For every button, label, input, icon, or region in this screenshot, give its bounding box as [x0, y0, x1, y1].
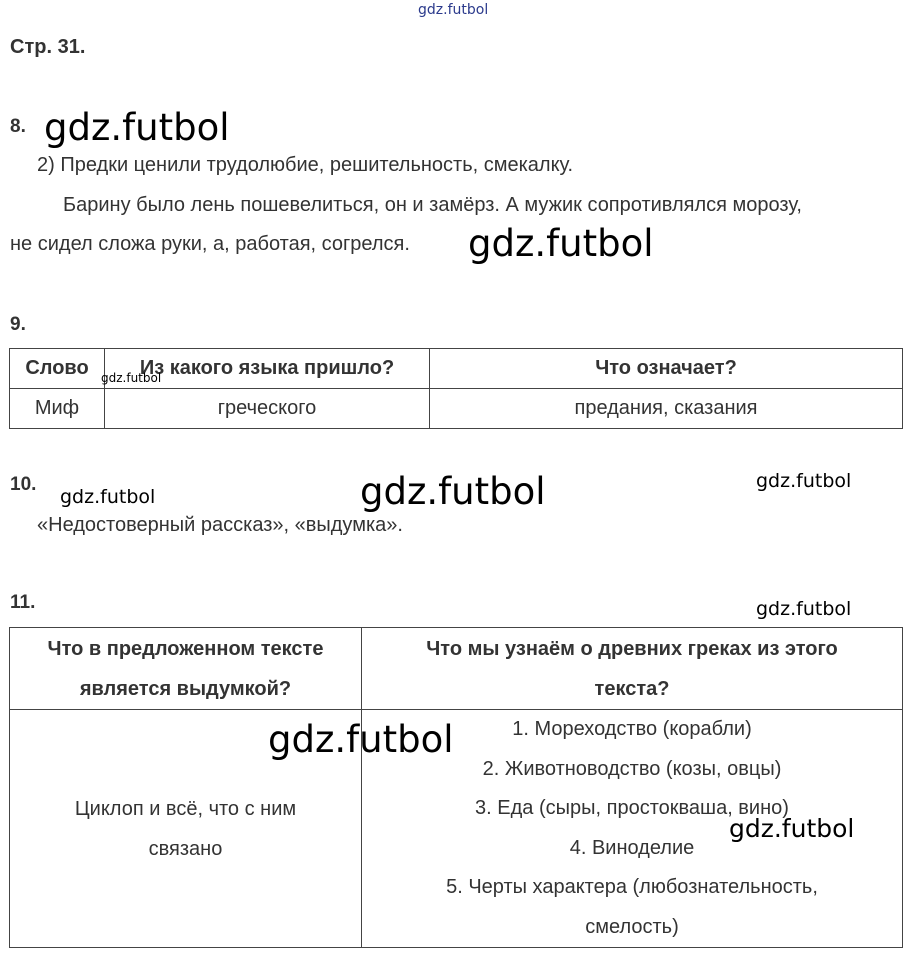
task11-fiction-line2: связано	[148, 837, 223, 860]
task9-table	[9, 348, 903, 429]
watermark-top: gdz.futbol	[418, 2, 489, 18]
task11-fact-5-cont: смелость)	[585, 915, 679, 938]
task9-number: 9.	[10, 314, 26, 335]
task8-line2: Барину было лень пошевелиться, он и замёрз. А мужик сопротивлялся морозу,	[63, 194, 802, 216]
task9-header-meaning: Что означает?	[430, 349, 903, 389]
task9-cell-meaning: предания, сказания	[430, 389, 903, 429]
task11-header-right-line2: текста?	[594, 677, 670, 700]
task11-fact-3: 3. Еда (сыры, простокваша, вино)	[475, 797, 789, 819]
watermark-table11-center: gdz.futbol	[268, 718, 454, 761]
task9-header-word: Слово	[10, 349, 105, 389]
task11-header-right	[362, 628, 903, 710]
task11-fact-5: 5. Черты характера (любознательность,	[446, 876, 818, 898]
watermark-task10-left: gdz.futbol	[60, 486, 156, 508]
task10-text: «Недостоверный рассказ», «выдумка».	[37, 514, 403, 536]
task8-line1: 2) Предки ценили трудолюбие, решительность, смекалку.	[37, 154, 574, 176]
page-title: Стр. 31.	[10, 36, 86, 58]
task11-header-left-line1: Что в предложенном тексте	[47, 637, 324, 660]
task11-fact-1: 1. Мореходство (корабли)	[512, 718, 752, 740]
task9-header-language: Из какого языка пришло?	[105, 349, 430, 389]
task11-header-right-line1: Что мы узнаём о древних греках из этого	[426, 637, 838, 660]
watermark-table9: gdz.futbol	[101, 371, 162, 385]
task11-header-left	[10, 628, 362, 710]
watermark-task8: gdz.futbol	[44, 106, 230, 149]
task8-number: 8.	[10, 116, 26, 137]
task11-fact-4: 4. Виноделие	[569, 836, 695, 859]
task8-line3: не сидел сложа руки, а, работая, согрелся.	[10, 233, 410, 255]
task11-fact-2: 2. Животноводство (козы, овцы)	[482, 757, 782, 780]
task11-number: 11.	[10, 592, 36, 613]
watermark-table11-right: gdz.futbol	[729, 814, 855, 843]
task9-cell-word: Миф	[10, 389, 105, 429]
task9-cell-language: греческого	[105, 389, 430, 429]
watermark-task8-end: gdz.futbol	[468, 222, 654, 265]
watermark-task10-center: gdz.futbol	[360, 470, 546, 513]
task11-fiction-line1: Циклоп и всё, что с ним	[74, 797, 297, 820]
task11-table	[9, 627, 903, 948]
watermark-task11: gdz.futbol	[756, 598, 852, 620]
watermark-task10-right: gdz.futbol	[756, 470, 852, 492]
task11-header-left-line2: является выдумкой?	[79, 677, 292, 700]
task10-number: 10.	[10, 474, 37, 495]
